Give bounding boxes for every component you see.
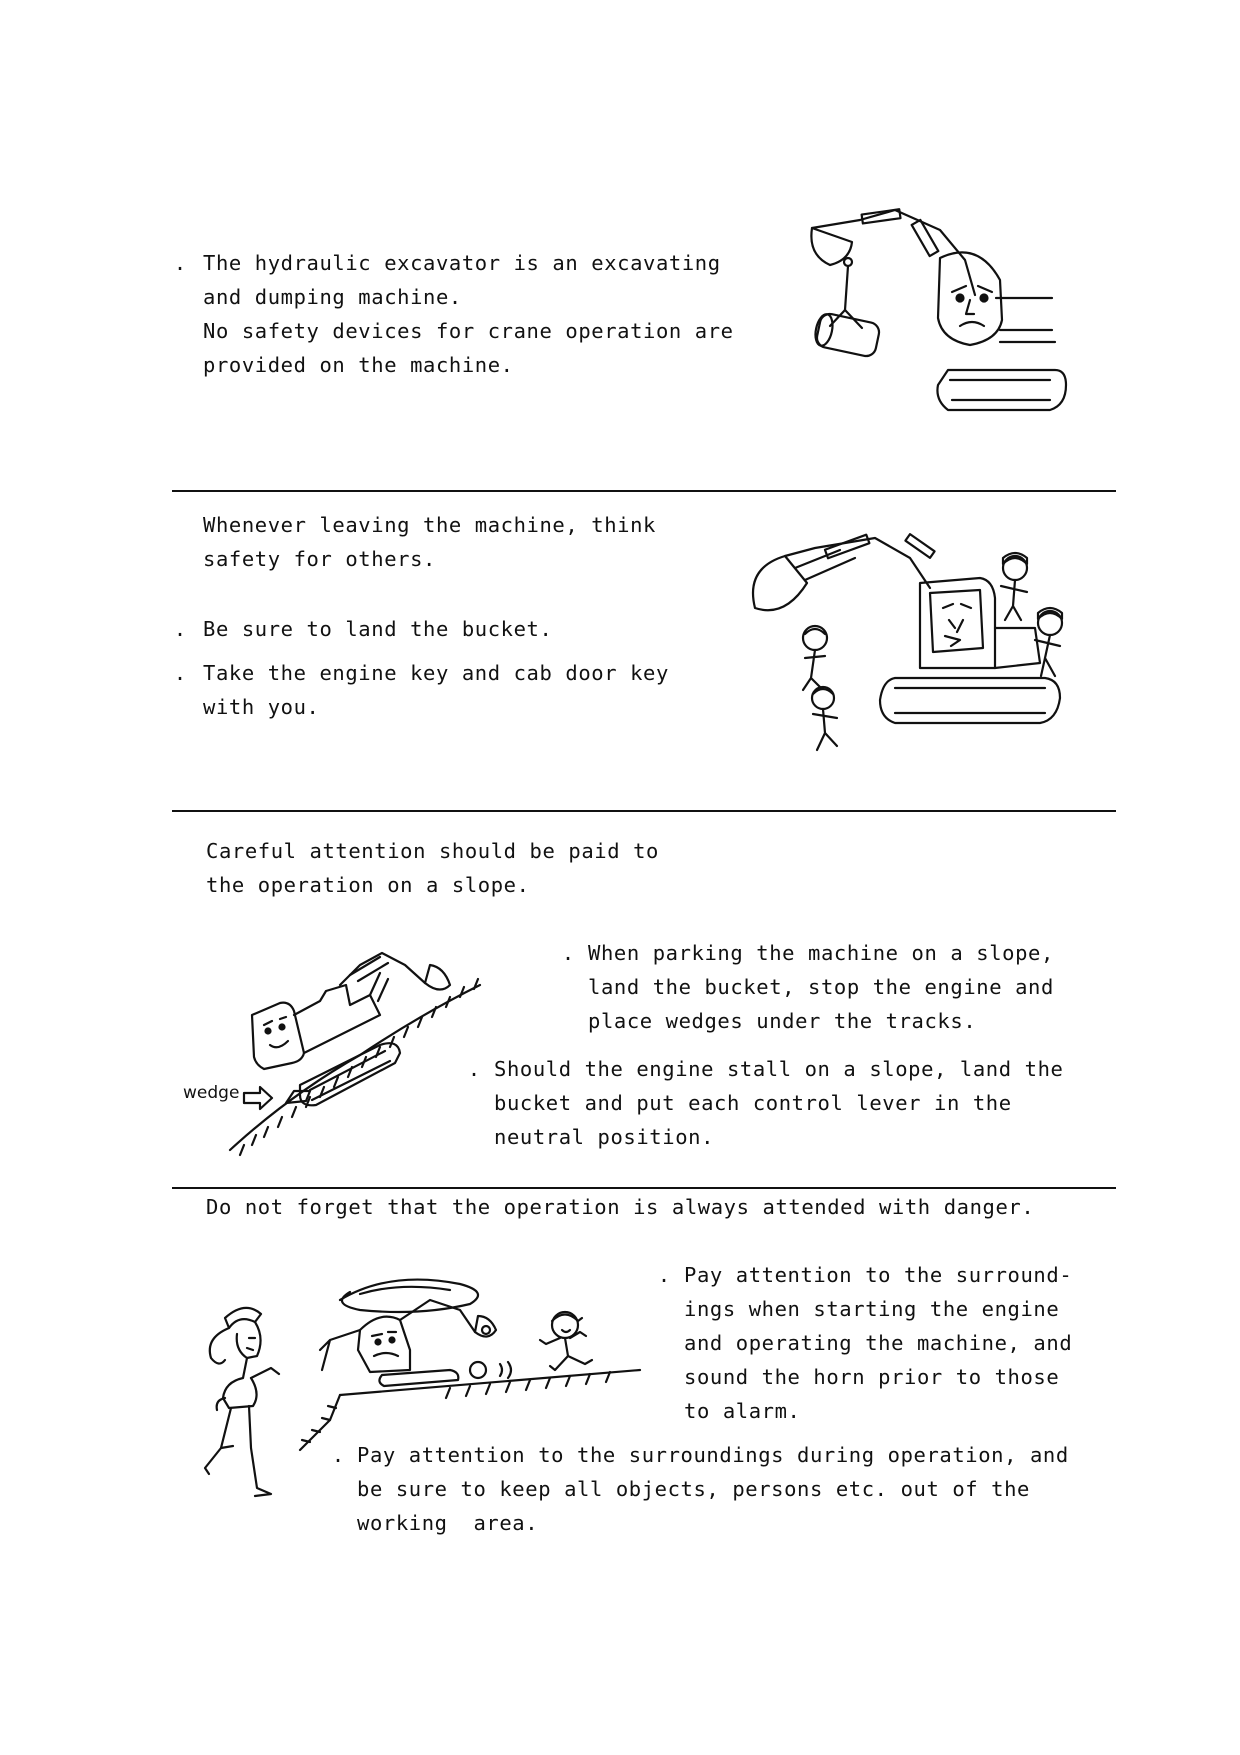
bullet-text: and operating the machine, and [684, 1331, 1073, 1355]
paragraph-line: No safety devices for crane operation are [203, 319, 734, 343]
bullet-text: neutral position. [494, 1125, 715, 1149]
excavator-lifting-log-illustration [800, 200, 1070, 425]
bullet-text: place wedges under the tracks. [588, 1009, 977, 1033]
bullet-text: be sure to keep all objects, persons etc. out of the [357, 1477, 1030, 1501]
bullet-text: Be sure to land the bucket. [203, 617, 553, 641]
excavator-on-slope-illustration [230, 945, 510, 1160]
paragraph-line: the operation on a slope. [206, 873, 530, 897]
paragraph-line: Careful attention should be paid to [206, 839, 659, 863]
bullet-text: ings when starting the engine [684, 1297, 1060, 1321]
bullet-text: with you. [203, 695, 320, 719]
paragraph-line: Do not forget that the operation is always attended with danger. [206, 1195, 1035, 1219]
wedge-label: wedge [183, 1083, 240, 1103]
paragraph-line: and dumping machine. [203, 285, 462, 309]
bullet-text: Should the engine stall on a slope, land the [494, 1057, 1064, 1081]
paragraph-line: The hydraulic excavator is an excavating [203, 251, 721, 275]
bullet-marker: . [562, 941, 575, 965]
section-divider [172, 1187, 1116, 1189]
running-woman-illustration [195, 1298, 305, 1508]
bullet-text: Pay attention to the surroundings during operation, and [357, 1443, 1069, 1467]
bullet-marker: . [468, 1057, 481, 1081]
section-divider [172, 810, 1116, 812]
bullet-marker: . [332, 1443, 345, 1467]
bullet-text: Pay attention to the surround- [684, 1263, 1073, 1287]
bullet-text: working area. [357, 1511, 539, 1535]
bullet-text: When parking the machine on a slope, [588, 941, 1054, 965]
bullet-text: Take the engine key and cab door key [203, 661, 669, 685]
children-climbing-excavator-illustration [745, 528, 1080, 758]
bullet-text: sound the horn prior to those [684, 1365, 1060, 1389]
paragraph-line: safety for others. [203, 547, 436, 571]
bullet-text: land the bucket, stop the engine and [588, 975, 1054, 999]
section-divider [172, 490, 1116, 492]
bullet-text: to alarm. [684, 1399, 801, 1423]
bullet-text: bucket and put each control lever in the [494, 1091, 1012, 1115]
bullet-marker: . [174, 251, 187, 275]
paragraph-line: provided on the machine. [203, 353, 514, 377]
excavator-near-child-illustration [300, 1270, 645, 1455]
bullet-marker: . [174, 661, 187, 685]
bullet-marker: . [658, 1263, 671, 1287]
bullet-marker: . [174, 617, 187, 641]
paragraph-line: Whenever leaving the machine, think [203, 513, 656, 537]
